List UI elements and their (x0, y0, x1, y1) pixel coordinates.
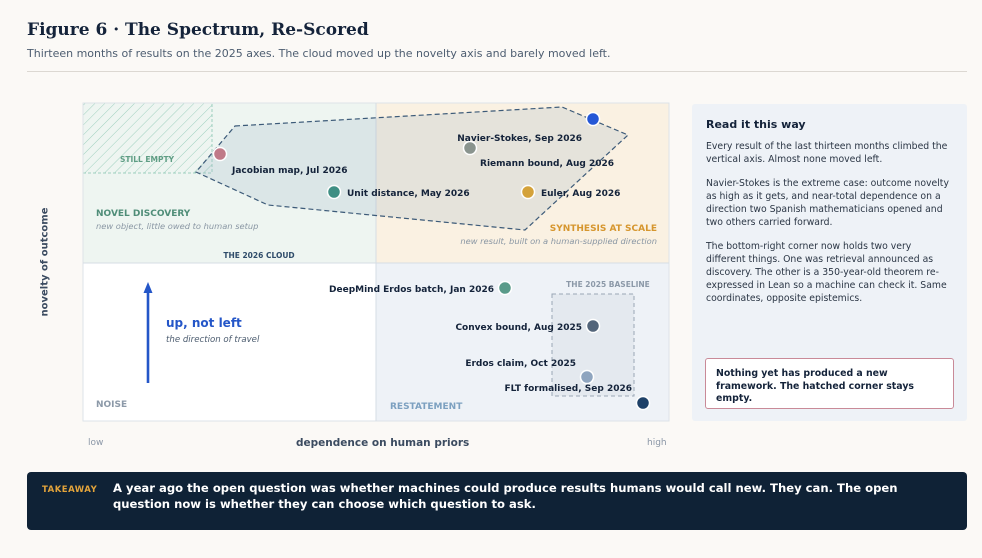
data-point-1 (214, 148, 227, 161)
takeaway-label: TAKEAWAY (42, 485, 98, 495)
data-point-label-7: Convex bound, Aug 2025 (455, 323, 582, 333)
label-novel-discovery-desc: new object, little owed to human setup (96, 221, 259, 231)
figure-title: Figure 6 · The Spectrum, Re-Scored (27, 20, 369, 40)
data-point-5 (522, 186, 535, 199)
takeaway-text: A year ago the open question was whether machines could produce results humans would call new. They can. The open question now is whether they can choose which question to ask. (113, 481, 898, 511)
data-point-label-4: Riemann bound, Aug 2026 (480, 159, 614, 169)
data-point-8 (581, 371, 594, 384)
label-noise: NOISE (96, 400, 128, 410)
label-synthesis-desc: new result, built on a human-supplied direction (460, 236, 657, 246)
takeaway-banner (27, 472, 967, 530)
label-cloud-2026: THE 2026 CLOUD (223, 251, 295, 260)
data-point-9 (637, 397, 650, 410)
data-point-label-1: Jacobian map, Jul 2026 (232, 166, 348, 176)
x-axis-low: low (88, 438, 104, 448)
data-point-label-9: FLT formalised, Sep 2026 (504, 384, 632, 394)
label-synthesis: SYNTHESIS AT SCALE (549, 224, 657, 234)
framework-callout: Nothing yet has produced a new framework. The hatched corner stays empty. (705, 358, 954, 409)
x-axis-high: high (647, 438, 667, 448)
y-axis-label: novelty of outcome (39, 207, 51, 317)
panel-title: Read it this way (706, 118, 806, 131)
data-point-2 (328, 186, 341, 199)
arrow-label: up, not left (166, 316, 242, 330)
data-point-6 (499, 282, 512, 295)
data-point-7 (587, 320, 600, 333)
panel-paragraph-1: Every result of the last thirteen months climbed the vertical axis. Almost none moved left. (706, 141, 948, 165)
data-point-label-8: Erdos claim, Oct 2025 (465, 359, 576, 369)
panel-paragraph-2: Navier-Stokes is the extreme case: outcome novelty as high as it gets, and near-total dependence on a direction two Spanish mathematicians opened and two others carried forward. (706, 178, 949, 228)
x-axis-label: dependence on human priors (296, 437, 470, 449)
figure-subtitle: Thirteen months of results on the 2025 axes. The cloud moved up the novelty axis and barely moved left. (27, 47, 611, 60)
data-point-label-6: DeepMind Erdos batch, Jan 2026 (329, 285, 494, 295)
data-point-label-5: Euler, Aug 2026 (541, 189, 621, 199)
label-still-empty: STILL EMPTY (119, 155, 175, 164)
data-point-label-3: Navier-Stokes, Sep 2026 (457, 134, 582, 144)
label-baseline-2025: THE 2025 BASELINE (566, 280, 650, 289)
data-point-label-2: Unit distance, May 2026 (347, 189, 470, 199)
arrow-sublabel: the direction of travel (166, 335, 260, 345)
data-point-4 (587, 113, 600, 126)
panel-paragraph-3: The bottom-right corner now holds two very different things. One was retrieval announced as discovery. The other is a 350-year-old theorem re-expressed in Lean so a machine can check it. Same coordinates, opposite epistemics. (706, 241, 947, 304)
label-restatement: RESTATEMENT (390, 402, 463, 412)
label-novel-discovery: NOVEL DISCOVERY (96, 209, 191, 219)
